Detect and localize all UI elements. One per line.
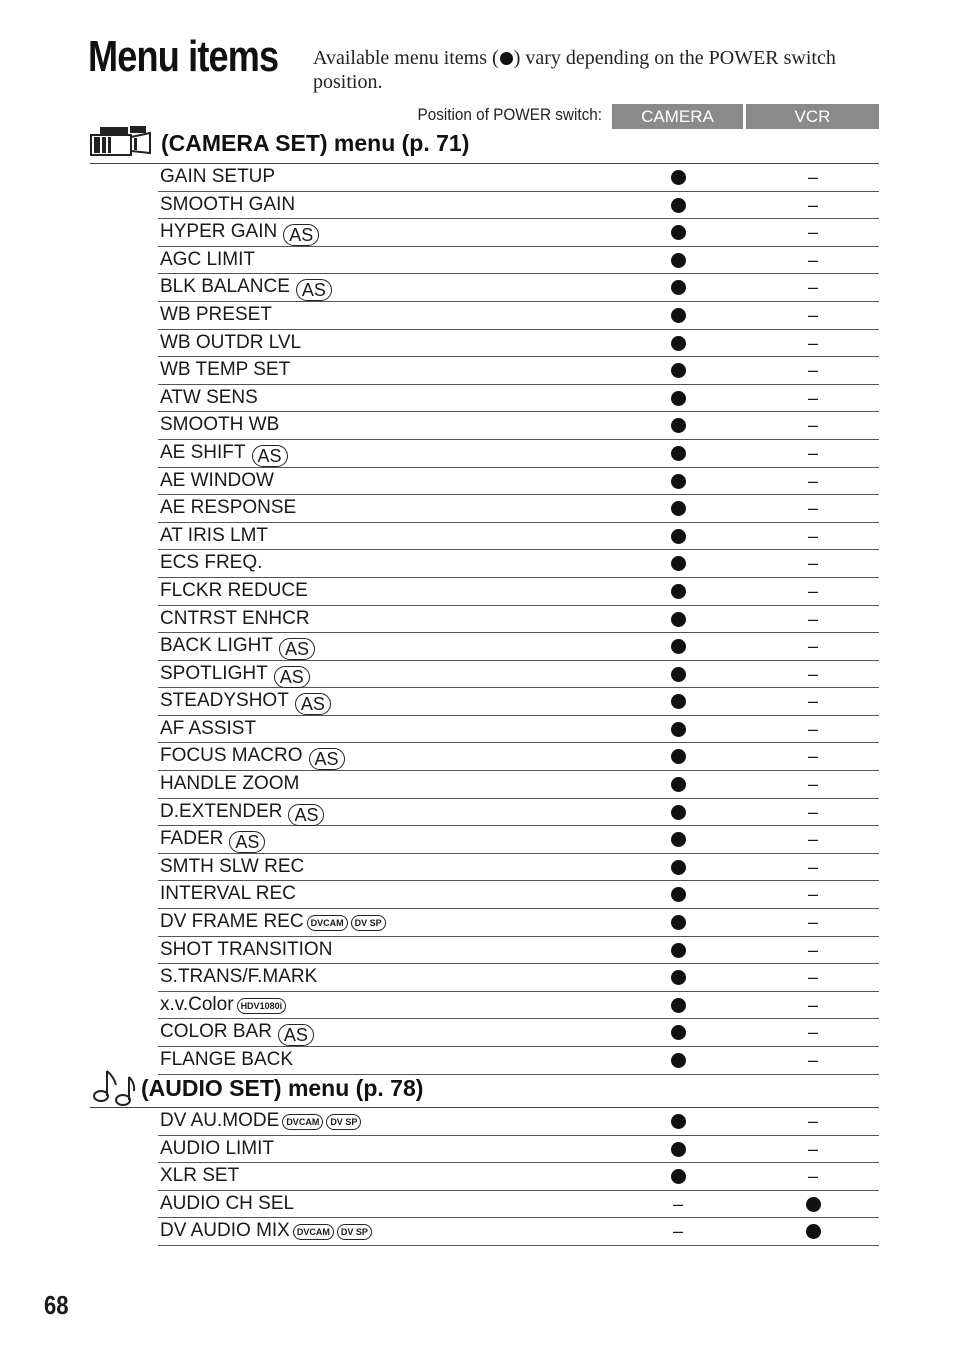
vcr-availability — [793, 274, 833, 301]
as-badge: AS — [309, 748, 345, 770]
table-row — [158, 661, 879, 689]
unavailable-dash: – — [807, 994, 818, 1015]
table-row — [158, 495, 879, 523]
vcr-availability — [793, 826, 833, 853]
table-row — [158, 1163, 879, 1191]
menu-item-label: INTERVAL REC — [160, 883, 296, 905]
menu-item-label: AUDIO CH SEL — [160, 1192, 295, 1214]
camera-availability — [658, 992, 698, 1019]
unavailable-dash: – — [807, 884, 818, 905]
vcr-availability — [793, 219, 833, 246]
menu-item-label: SPOTLIGHT — [160, 662, 268, 684]
bullet-icon — [500, 52, 513, 65]
vcr-availability — [793, 633, 833, 660]
available-bullet-icon — [671, 336, 686, 351]
table-row — [158, 854, 879, 882]
table-row — [158, 164, 879, 192]
available-bullet-icon — [671, 1053, 686, 1068]
camera-availability — [658, 716, 698, 743]
available-bullet-icon — [671, 225, 686, 240]
menu-item-name — [160, 249, 255, 271]
menu-item-label: HYPER GAIN — [160, 221, 278, 243]
vcr-availability — [793, 550, 833, 577]
vcr-availability — [793, 854, 833, 881]
vcr-availability — [793, 606, 833, 633]
menu-item-name — [160, 1110, 361, 1132]
menu-item-label: S.TRANS/F.MARK — [160, 966, 318, 988]
unavailable-dash: – — [807, 580, 818, 601]
as-badge: AS — [295, 693, 331, 715]
camera-availability — [658, 964, 698, 991]
menu-item-label: AT IRIS LMT — [160, 524, 269, 546]
available-bullet-icon — [671, 943, 686, 958]
vcr-availability — [793, 385, 833, 412]
menu-item-label: WB OUTDR LVL — [160, 331, 302, 353]
camera-availability — [658, 881, 698, 908]
menu-item-label: XLR SET — [160, 1165, 240, 1187]
unavailable-dash: – — [807, 912, 818, 933]
as-badge: AS — [274, 666, 310, 688]
menu-item-label: GAIN SETUP — [160, 166, 276, 187]
menu-item-label: CNTRST ENHCR — [160, 607, 310, 629]
menu-item-label: AGC LIMIT — [160, 248, 256, 270]
unavailable-dash: – — [807, 249, 818, 270]
intro-before: Available menu items ( — [313, 47, 499, 69]
vcr-availability — [793, 468, 833, 495]
menu-item-label: AE WINDOW — [160, 469, 274, 491]
camera-availability — [658, 854, 698, 881]
vcr-availability — [793, 1163, 833, 1190]
table-row — [158, 606, 879, 634]
menu-item-name — [160, 994, 286, 1016]
unavailable-dash: – — [807, 939, 818, 960]
menu-item-name — [160, 939, 332, 961]
vcr-availability — [793, 523, 833, 550]
available-bullet-icon — [671, 722, 686, 737]
menu-item-name — [160, 856, 304, 878]
menu-item-label: ATW SENS — [160, 386, 258, 408]
menu-item-name — [160, 608, 310, 630]
menu-item-label: AUDIO LIMIT — [160, 1137, 275, 1159]
camera-availability — [658, 1163, 698, 1190]
intro-text — [313, 46, 883, 94]
menu-item-name — [160, 166, 275, 188]
unavailable-dash: – — [807, 608, 818, 629]
available-bullet-icon — [671, 584, 686, 599]
camera-availability — [658, 633, 698, 660]
menu-item-name — [160, 663, 310, 688]
unavailable-dash: – — [807, 442, 818, 463]
table-row — [158, 440, 879, 468]
camera-availability — [658, 164, 698, 191]
available-bullet-icon — [671, 1114, 686, 1129]
vcr-availability — [793, 247, 833, 274]
available-bullet-icon — [671, 529, 686, 544]
menu-item-name — [160, 1220, 372, 1242]
menu-item-label: FLCKR REDUCE — [160, 579, 308, 601]
menu-item-name — [160, 359, 290, 381]
camera-availability — [658, 302, 698, 329]
available-bullet-icon — [671, 253, 686, 268]
vcr-availability — [793, 192, 833, 219]
table-row — [158, 937, 879, 965]
menu-item-name — [160, 745, 345, 770]
unavailable-dash: – — [807, 856, 818, 877]
available-bullet-icon — [671, 887, 686, 902]
menu-item-name — [160, 552, 262, 574]
menu-item-label: WB PRESET — [160, 303, 272, 325]
unavailable-dash: – — [807, 332, 818, 353]
table-row — [158, 633, 879, 661]
as-badge: AS — [283, 224, 319, 246]
unavailable-dash: – — [807, 222, 818, 243]
menu-item-name — [160, 1138, 274, 1160]
available-bullet-icon — [671, 391, 686, 406]
menu-item-name — [160, 525, 268, 547]
table-row — [158, 1218, 879, 1246]
vcr-availability — [793, 992, 833, 1019]
menu-item-label: DV AU.MODE — [160, 1110, 280, 1131]
vcr-availability — [793, 302, 833, 329]
menu-item-label: BLK BALANCE — [160, 276, 290, 298]
table-row — [158, 743, 879, 771]
camera-availability — [658, 937, 698, 964]
vcr-availability — [793, 357, 833, 384]
vcr-availability — [793, 688, 833, 715]
camera-set-header — [90, 124, 879, 164]
audio-set-table — [158, 1108, 879, 1246]
menu-item-label: BACK LIGHT — [160, 635, 273, 657]
camera-availability — [658, 1136, 698, 1163]
available-bullet-icon — [671, 749, 686, 764]
table-row — [158, 881, 879, 909]
as-badge: AS — [279, 638, 315, 660]
table-row — [158, 523, 879, 551]
menu-item-name — [160, 442, 288, 467]
available-bullet-icon — [671, 970, 686, 985]
camera-availability — [658, 192, 698, 219]
table-row — [158, 468, 879, 496]
available-bullet-icon — [671, 501, 686, 516]
vcr-availability — [793, 881, 833, 908]
available-bullet-icon — [806, 1224, 821, 1239]
menu-item-name — [160, 387, 258, 409]
available-bullet-icon — [671, 280, 686, 295]
vcr-availability — [793, 909, 833, 936]
available-bullet-icon — [806, 1197, 821, 1212]
vcr-availability — [793, 1218, 833, 1245]
menu-item-name — [160, 911, 386, 933]
unavailable-dash: – — [807, 1166, 818, 1187]
unavailable-dash: – — [807, 1022, 818, 1043]
table-row — [158, 826, 879, 854]
camera-availability — [658, 523, 698, 550]
available-bullet-icon — [671, 1025, 686, 1040]
camera-availability — [658, 1108, 698, 1135]
camera-availability — [658, 771, 698, 798]
unavailable-dash: – — [807, 167, 818, 187]
available-bullet-icon — [671, 860, 686, 875]
menu-item-label: AE SHIFT — [160, 441, 246, 463]
camera-availability — [658, 468, 698, 495]
menu-item-name — [160, 635, 315, 660]
menu-item-name — [160, 194, 295, 216]
available-bullet-icon — [671, 170, 686, 185]
camera-availability — [658, 1218, 698, 1245]
table-row — [158, 771, 879, 799]
menu-item-name — [160, 828, 265, 853]
unavailable-dash: – — [807, 967, 818, 988]
table-row — [158, 357, 879, 385]
menu-item-label: SHOT TRANSITION — [160, 938, 333, 960]
vcr-availability — [793, 661, 833, 688]
camera-availability — [658, 688, 698, 715]
vcr-availability — [793, 743, 833, 770]
available-bullet-icon — [671, 612, 686, 627]
unavailable-dash: – — [807, 194, 818, 215]
page-title: Menu items — [88, 32, 279, 81]
camera-availability — [658, 661, 698, 688]
camera-availability — [658, 247, 698, 274]
camera-column-header: CAMERA — [612, 104, 743, 129]
power-switch-label: Position of POWER switch: — [417, 105, 602, 124]
vcr-availability — [793, 771, 833, 798]
unavailable-dash: – — [672, 1193, 683, 1214]
as-badge: AS — [296, 279, 332, 301]
unavailable-dash: – — [807, 360, 818, 381]
unavailable-dash: – — [807, 746, 818, 767]
unavailable-dash: – — [807, 304, 818, 325]
menu-item-label: HANDLE ZOOM — [160, 773, 300, 795]
menu-item-label: FADER — [160, 828, 224, 850]
unavailable-dash: – — [807, 663, 818, 684]
unavailable-dash: – — [807, 498, 818, 519]
table-row — [158, 716, 879, 744]
menu-item-name — [160, 470, 274, 492]
available-bullet-icon — [671, 363, 686, 378]
camera-availability — [658, 606, 698, 633]
available-bullet-icon — [671, 777, 686, 792]
available-bullet-icon — [671, 915, 686, 930]
table-row — [158, 1191, 879, 1219]
menu-item-label: DV AUDIO MIX — [160, 1220, 290, 1242]
table-row — [158, 992, 879, 1020]
menu-item-label: FLANGE BACK — [160, 1049, 294, 1070]
menu-item-label: ECS FREQ. — [160, 552, 263, 574]
table-row — [158, 688, 879, 716]
table-row — [158, 302, 879, 330]
camera-availability — [658, 909, 698, 936]
table-row — [158, 385, 879, 413]
menu-item-name — [160, 304, 272, 326]
camera-availability — [658, 799, 698, 826]
table-row — [158, 330, 879, 358]
camera-availability — [658, 743, 698, 770]
vcr-column-header: VCR — [746, 104, 879, 129]
available-bullet-icon — [671, 998, 686, 1013]
table-row — [158, 219, 879, 247]
menu-item-name — [160, 773, 299, 795]
camera-availability — [658, 495, 698, 522]
vcr-availability — [793, 495, 833, 522]
unavailable-dash: – — [807, 1111, 818, 1131]
menu-item-label: AE RESPONSE — [160, 497, 297, 519]
vcr-availability — [793, 578, 833, 605]
menu-item-name — [160, 332, 301, 354]
table-row — [158, 909, 879, 937]
unavailable-dash: – — [807, 525, 818, 546]
menu-item-name — [160, 1193, 294, 1215]
format-badge: DV SP — [326, 1114, 361, 1130]
vcr-availability — [793, 1191, 833, 1218]
as-badge: AS — [229, 831, 265, 853]
available-bullet-icon — [671, 667, 686, 682]
format-badge: DVCAM — [282, 1114, 323, 1130]
unavailable-dash: – — [807, 774, 818, 795]
table-row — [158, 964, 879, 992]
as-badge: AS — [278, 1024, 314, 1046]
available-bullet-icon — [671, 308, 686, 323]
format-badge: DV SP — [337, 1224, 372, 1240]
vcr-availability — [793, 964, 833, 991]
vcr-availability — [793, 412, 833, 439]
format-badge: DV SP — [351, 915, 386, 931]
menu-item-label: WB TEMP SET — [160, 359, 291, 381]
camera-availability — [658, 826, 698, 853]
camera-availability — [658, 357, 698, 384]
available-bullet-icon — [671, 474, 686, 489]
available-bullet-icon — [671, 418, 686, 433]
menu-item-name — [160, 414, 279, 436]
menu-item-label: STEADYSHOT — [160, 690, 289, 712]
table-row — [158, 1019, 879, 1047]
audio-set-header — [90, 1067, 879, 1107]
unavailable-dash: – — [807, 829, 818, 850]
camera-availability — [658, 578, 698, 605]
camera-set-title: (CAMERA SET) menu (p. 71) — [161, 130, 470, 156]
unavailable-dash: – — [807, 277, 818, 298]
unavailable-dash: – — [807, 636, 818, 657]
menu-item-name — [160, 690, 331, 715]
available-bullet-icon — [671, 556, 686, 571]
menu-item-label: SMOOTH WB — [160, 414, 280, 436]
menu-item-label: x.v.Color — [160, 993, 234, 1015]
audio-set-title: (AUDIO SET) menu (p. 78) — [141, 1075, 424, 1101]
menu-item-name — [160, 1165, 239, 1187]
camera-availability — [658, 385, 698, 412]
camera-set-table — [158, 164, 879, 1075]
video-camera-icon — [90, 124, 152, 158]
available-bullet-icon — [671, 832, 686, 847]
format-badge: DVCAM — [293, 1224, 334, 1240]
menu-item-label: AF ASSIST — [160, 717, 257, 739]
vcr-availability — [793, 1108, 833, 1135]
camera-availability — [658, 1019, 698, 1046]
table-row — [158, 799, 879, 827]
unavailable-dash: – — [807, 718, 818, 739]
vcr-availability — [793, 799, 833, 826]
menu-item-name — [160, 1021, 314, 1046]
menu-item-label: D.EXTENDER — [160, 800, 283, 822]
menu-item-name — [160, 221, 319, 246]
available-bullet-icon — [671, 639, 686, 654]
available-bullet-icon — [671, 805, 686, 820]
table-row — [158, 1108, 879, 1136]
vcr-availability — [793, 1136, 833, 1163]
menu-item-label: COLOR BAR — [160, 1021, 272, 1043]
unavailable-dash: – — [807, 1138, 818, 1159]
unavailable-dash: – — [807, 553, 818, 574]
table-row — [158, 412, 879, 440]
menu-item-label: SMTH SLW REC — [160, 855, 305, 877]
available-bullet-icon — [671, 1169, 686, 1184]
available-bullet-icon — [671, 446, 686, 461]
unavailable-dash: – — [807, 470, 818, 491]
music-notes-icon — [90, 1067, 136, 1107]
vcr-availability — [793, 1019, 833, 1046]
menu-item-label: DV FRAME REC — [160, 911, 304, 933]
vcr-availability — [793, 440, 833, 467]
table-row — [158, 192, 879, 220]
camera-availability — [658, 330, 698, 357]
intro-after: ) vary depending on the POWER switch position. — [313, 47, 836, 93]
camera-availability — [658, 274, 698, 301]
table-row — [158, 274, 879, 302]
table-row — [158, 247, 879, 275]
unavailable-dash: – — [807, 691, 818, 712]
available-bullet-icon — [671, 1142, 686, 1157]
vcr-availability — [793, 937, 833, 964]
menu-item-name — [160, 580, 308, 602]
menu-item-name — [160, 966, 317, 988]
vcr-availability — [793, 330, 833, 357]
camera-availability — [658, 440, 698, 467]
available-bullet-icon — [671, 694, 686, 709]
unavailable-dash: – — [807, 415, 818, 436]
vcr-availability — [793, 716, 833, 743]
table-row — [158, 550, 879, 578]
as-badge: AS — [252, 445, 288, 467]
menu-item-label: SMOOTH GAIN — [160, 193, 296, 215]
vcr-availability — [793, 164, 833, 191]
unavailable-dash: – — [672, 1221, 683, 1242]
menu-item-name — [160, 883, 296, 905]
camera-availability — [658, 1191, 698, 1218]
page-number: 68 — [44, 1290, 69, 1320]
table-row — [158, 1136, 879, 1164]
menu-item-name — [160, 497, 296, 519]
table-row — [158, 578, 879, 606]
camera-availability — [658, 219, 698, 246]
camera-availability — [658, 550, 698, 577]
menu-item-name — [160, 718, 256, 740]
menu-item-name — [160, 801, 324, 826]
unavailable-dash: – — [807, 1050, 818, 1070]
format-badge: DVCAM — [307, 915, 348, 931]
menu-item-label: FOCUS MACRO — [160, 745, 303, 767]
unavailable-dash: – — [807, 801, 818, 822]
menu-item-name — [160, 276, 332, 301]
available-bullet-icon — [671, 198, 686, 213]
camera-availability — [658, 412, 698, 439]
format-badge: HDV1080i — [237, 998, 287, 1014]
as-badge: AS — [288, 804, 324, 826]
unavailable-dash: – — [807, 387, 818, 408]
